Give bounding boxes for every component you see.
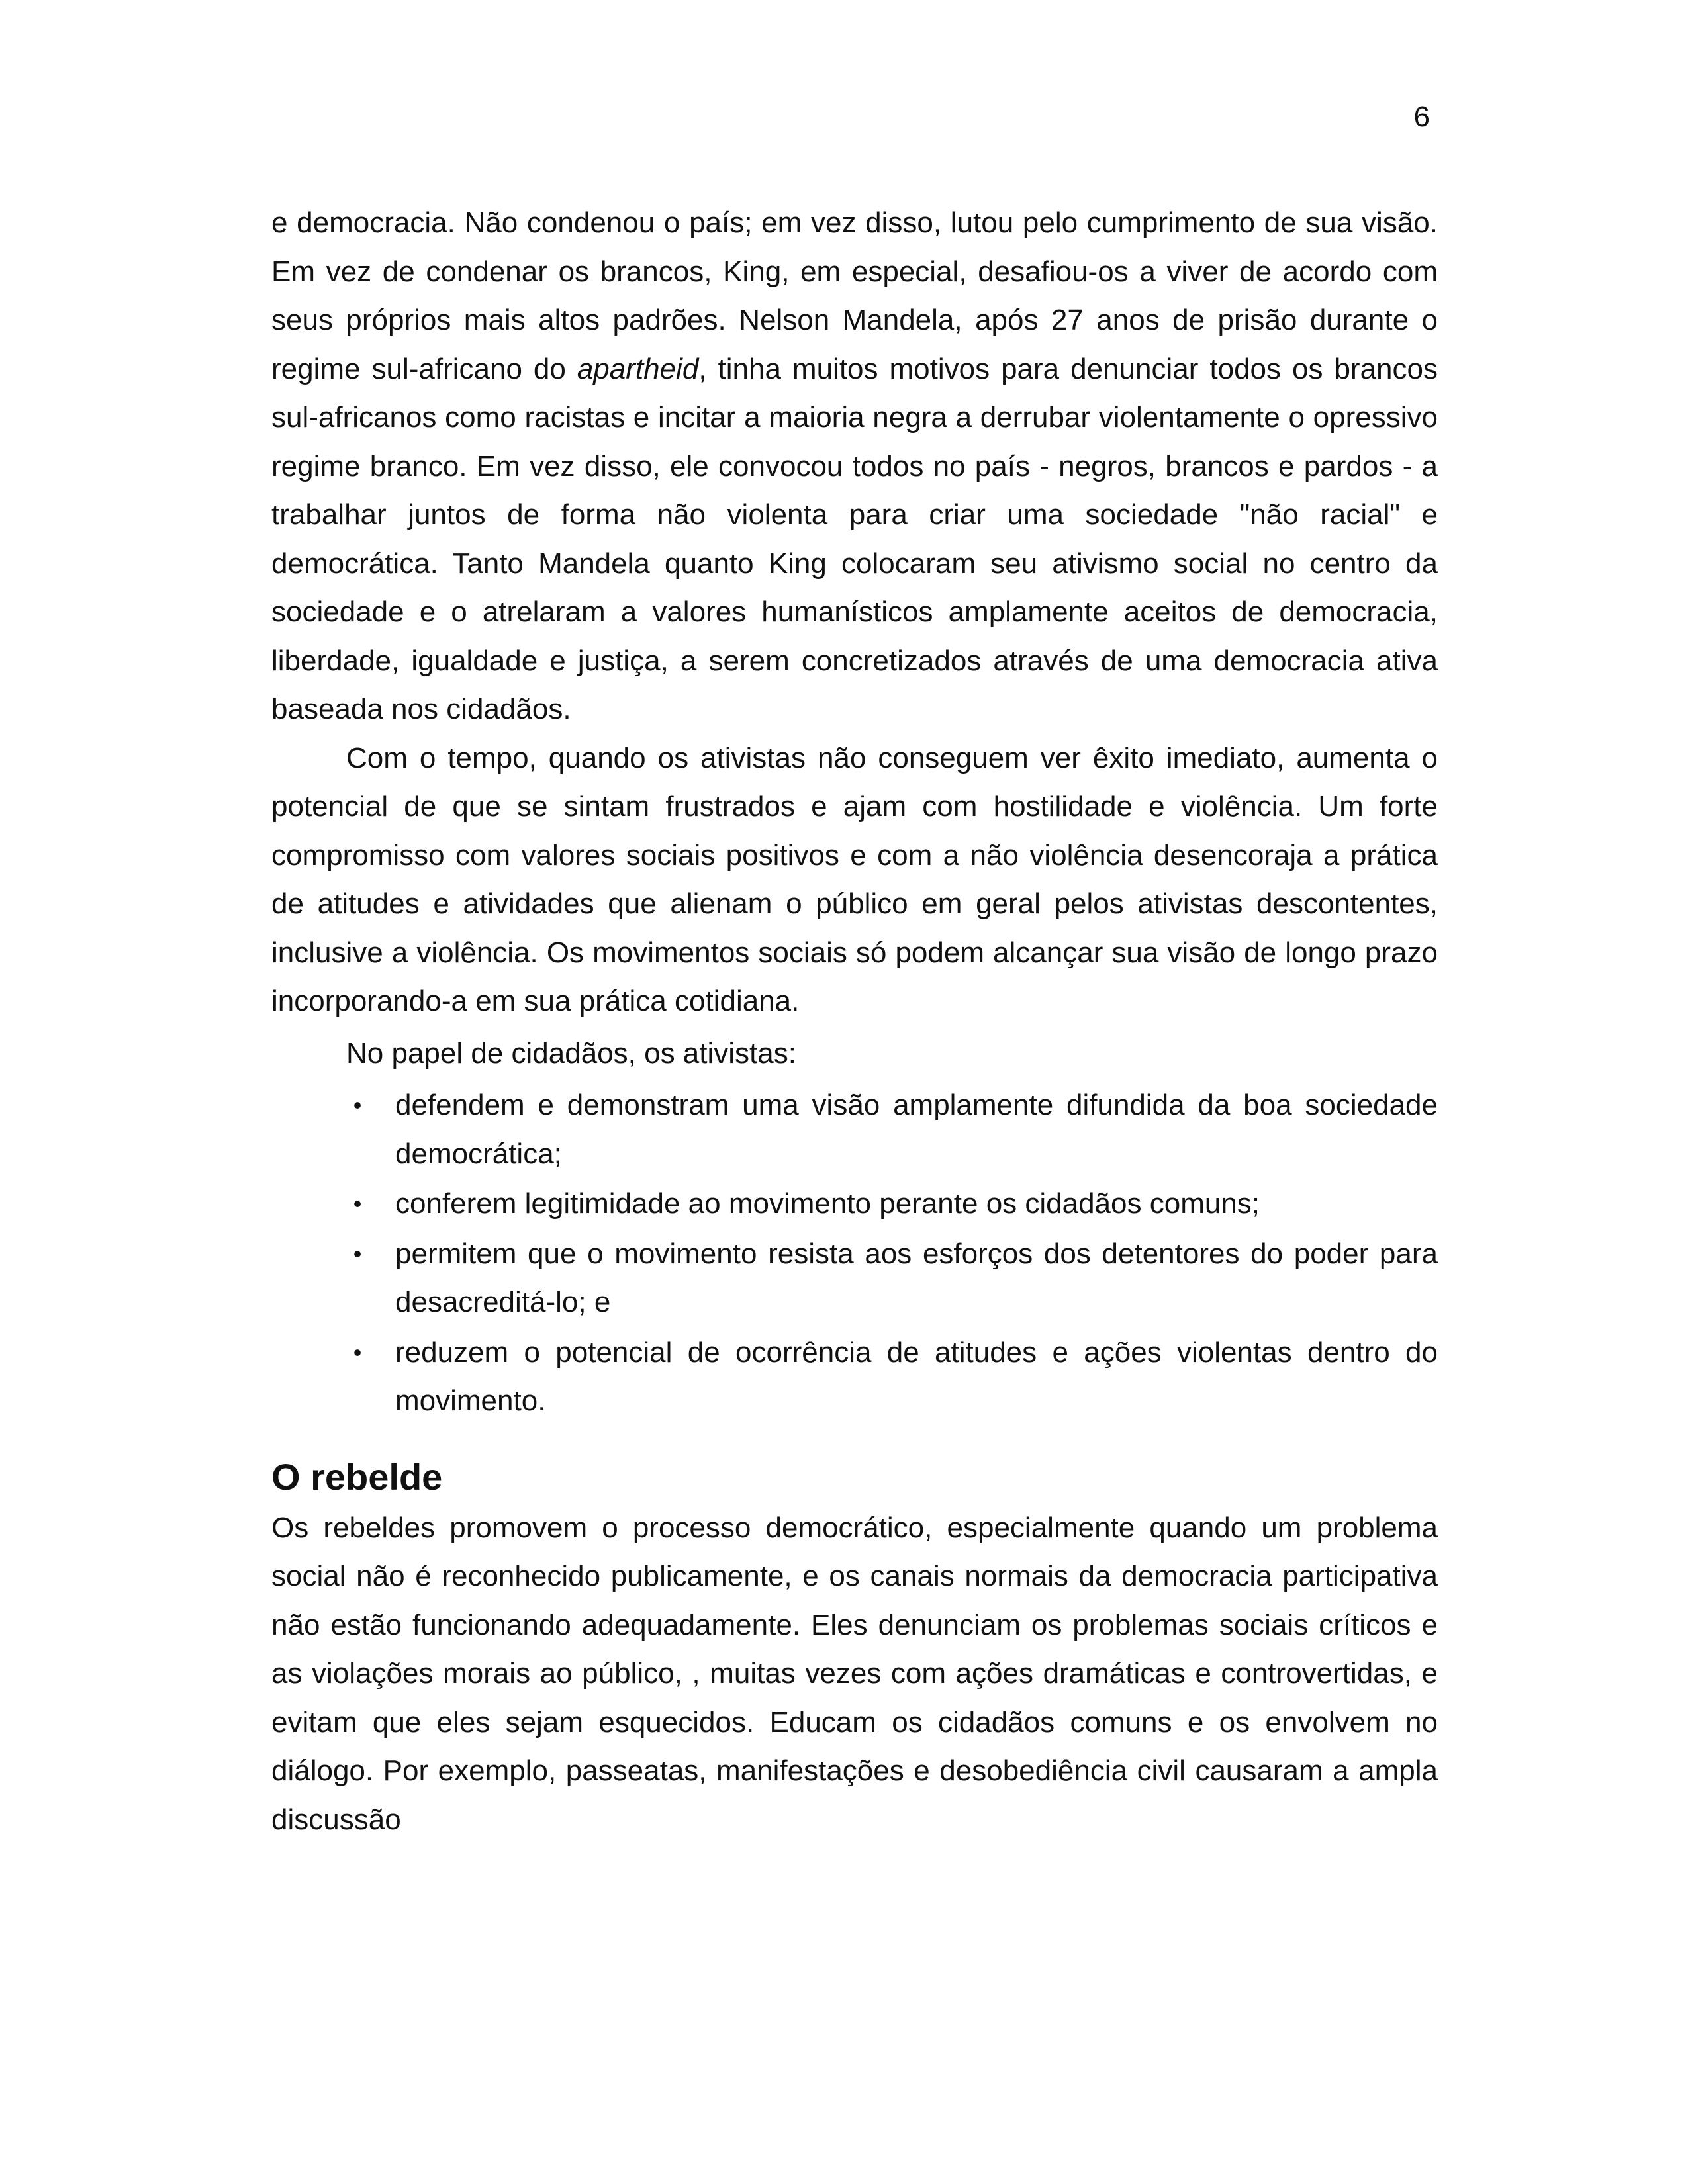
list-item-text: reduzem o potencial de ocorrência de atitudes e ações violentas dentro do movimento. [395,1336,1438,1417]
paragraph-text: , tinha muitos motivos para denunciar todos os brancos sul-africanos como racistas e incitar a maioria negra a derrubar violentamente o opressivo regime branco. Em vez disso, ele convocou todos no país - negros, brancos e pardos - a trabalhar juntos de forma não violenta para criar uma sociedade "não racial" e democrática. Tanto Mandela quanto King colocaram seu ativismo social no centro da sociedade e o atrelaram a valores humanísticos amplamente aceitos de democracia, liberdade, igualdade e justiça, a serem concretizados através de uma democracia ativa baseada nos cidadãos. [271,352,1438,725]
section-heading: O rebelde [271,1455,443,1498]
bullet-icon: • [353,1240,362,1267]
bullet-icon: • [353,1190,362,1217]
emphasis-apartheid: apartheid [577,352,699,385]
page-number: 6 [1413,101,1430,133]
bullet-list [271,1081,1438,1426]
paragraph-citizens-values [271,199,1438,734]
paragraph-text: e democracia. Não condenou o país; em vez disso, lutou pelo cumprimento de sua visão. Em vez de condenar os brancos, King, em especial, desafiou-os a viver de acordo com seus próprios mais altos padrões. Nelson Mandela, após 27 anos de prisão durante o regime sul-africano do [271,206,1438,385]
bullet-icon: • [353,1091,362,1118]
list-item-text: permitem que o movimento resista aos esforços dos detentores do poder para desacreditá-lo; e [395,1237,1438,1318]
list-item-text: conferem legitimidade ao movimento perante os cidadãos comuns; [395,1187,1260,1220]
list-intro: No papel de cidadãos, os ativistas: [346,1036,796,1069]
paragraph-rebel: Os rebeldes promovem o processo democrático, especialmente quando um problema social não é reconhecido publicamente, e os canais normais da democracia participativa não estão funcionando adequadamente. Eles denunciam os problemas sociais críticos e as violações morais ao público, , muitas vezes com ações dramáticas e controvertidas, e evitam que eles sejam esquecidos. Educam os cidadãos comuns e os envolvem no diálogo. Por exemplo, passeatas, manifestações e desobediência civil causaram a ampla discussão [271,1511,1438,1836]
list-item [271,1081,1438,1178]
list-item-text: defendem e demonstram uma visão amplamente difundida da boa sociedade democrática; [395,1089,1438,1170]
page-body [271,199,1438,1844]
list-item [271,1230,1438,1327]
list-item [271,1328,1438,1426]
paragraph-frustration: Com o tempo, quando os ativistas não conseguem ver êxito imediato, aumenta o potencial de que se sintam frustrados e ajam com hostilidade e violência. Um forte compromisso com valores sociais positivos e com a não violência desencoraja a prática de atitudes e atividades que alienam o público em geral pelos ativistas descontentes, inclusive a violência. Os movimentos sociais só podem alcançar sua visão de longo prazo incorporando-a em sua prática cotidiana. [271,741,1438,1017]
list-item [271,1179,1438,1228]
bullet-icon: • [353,1338,362,1366]
